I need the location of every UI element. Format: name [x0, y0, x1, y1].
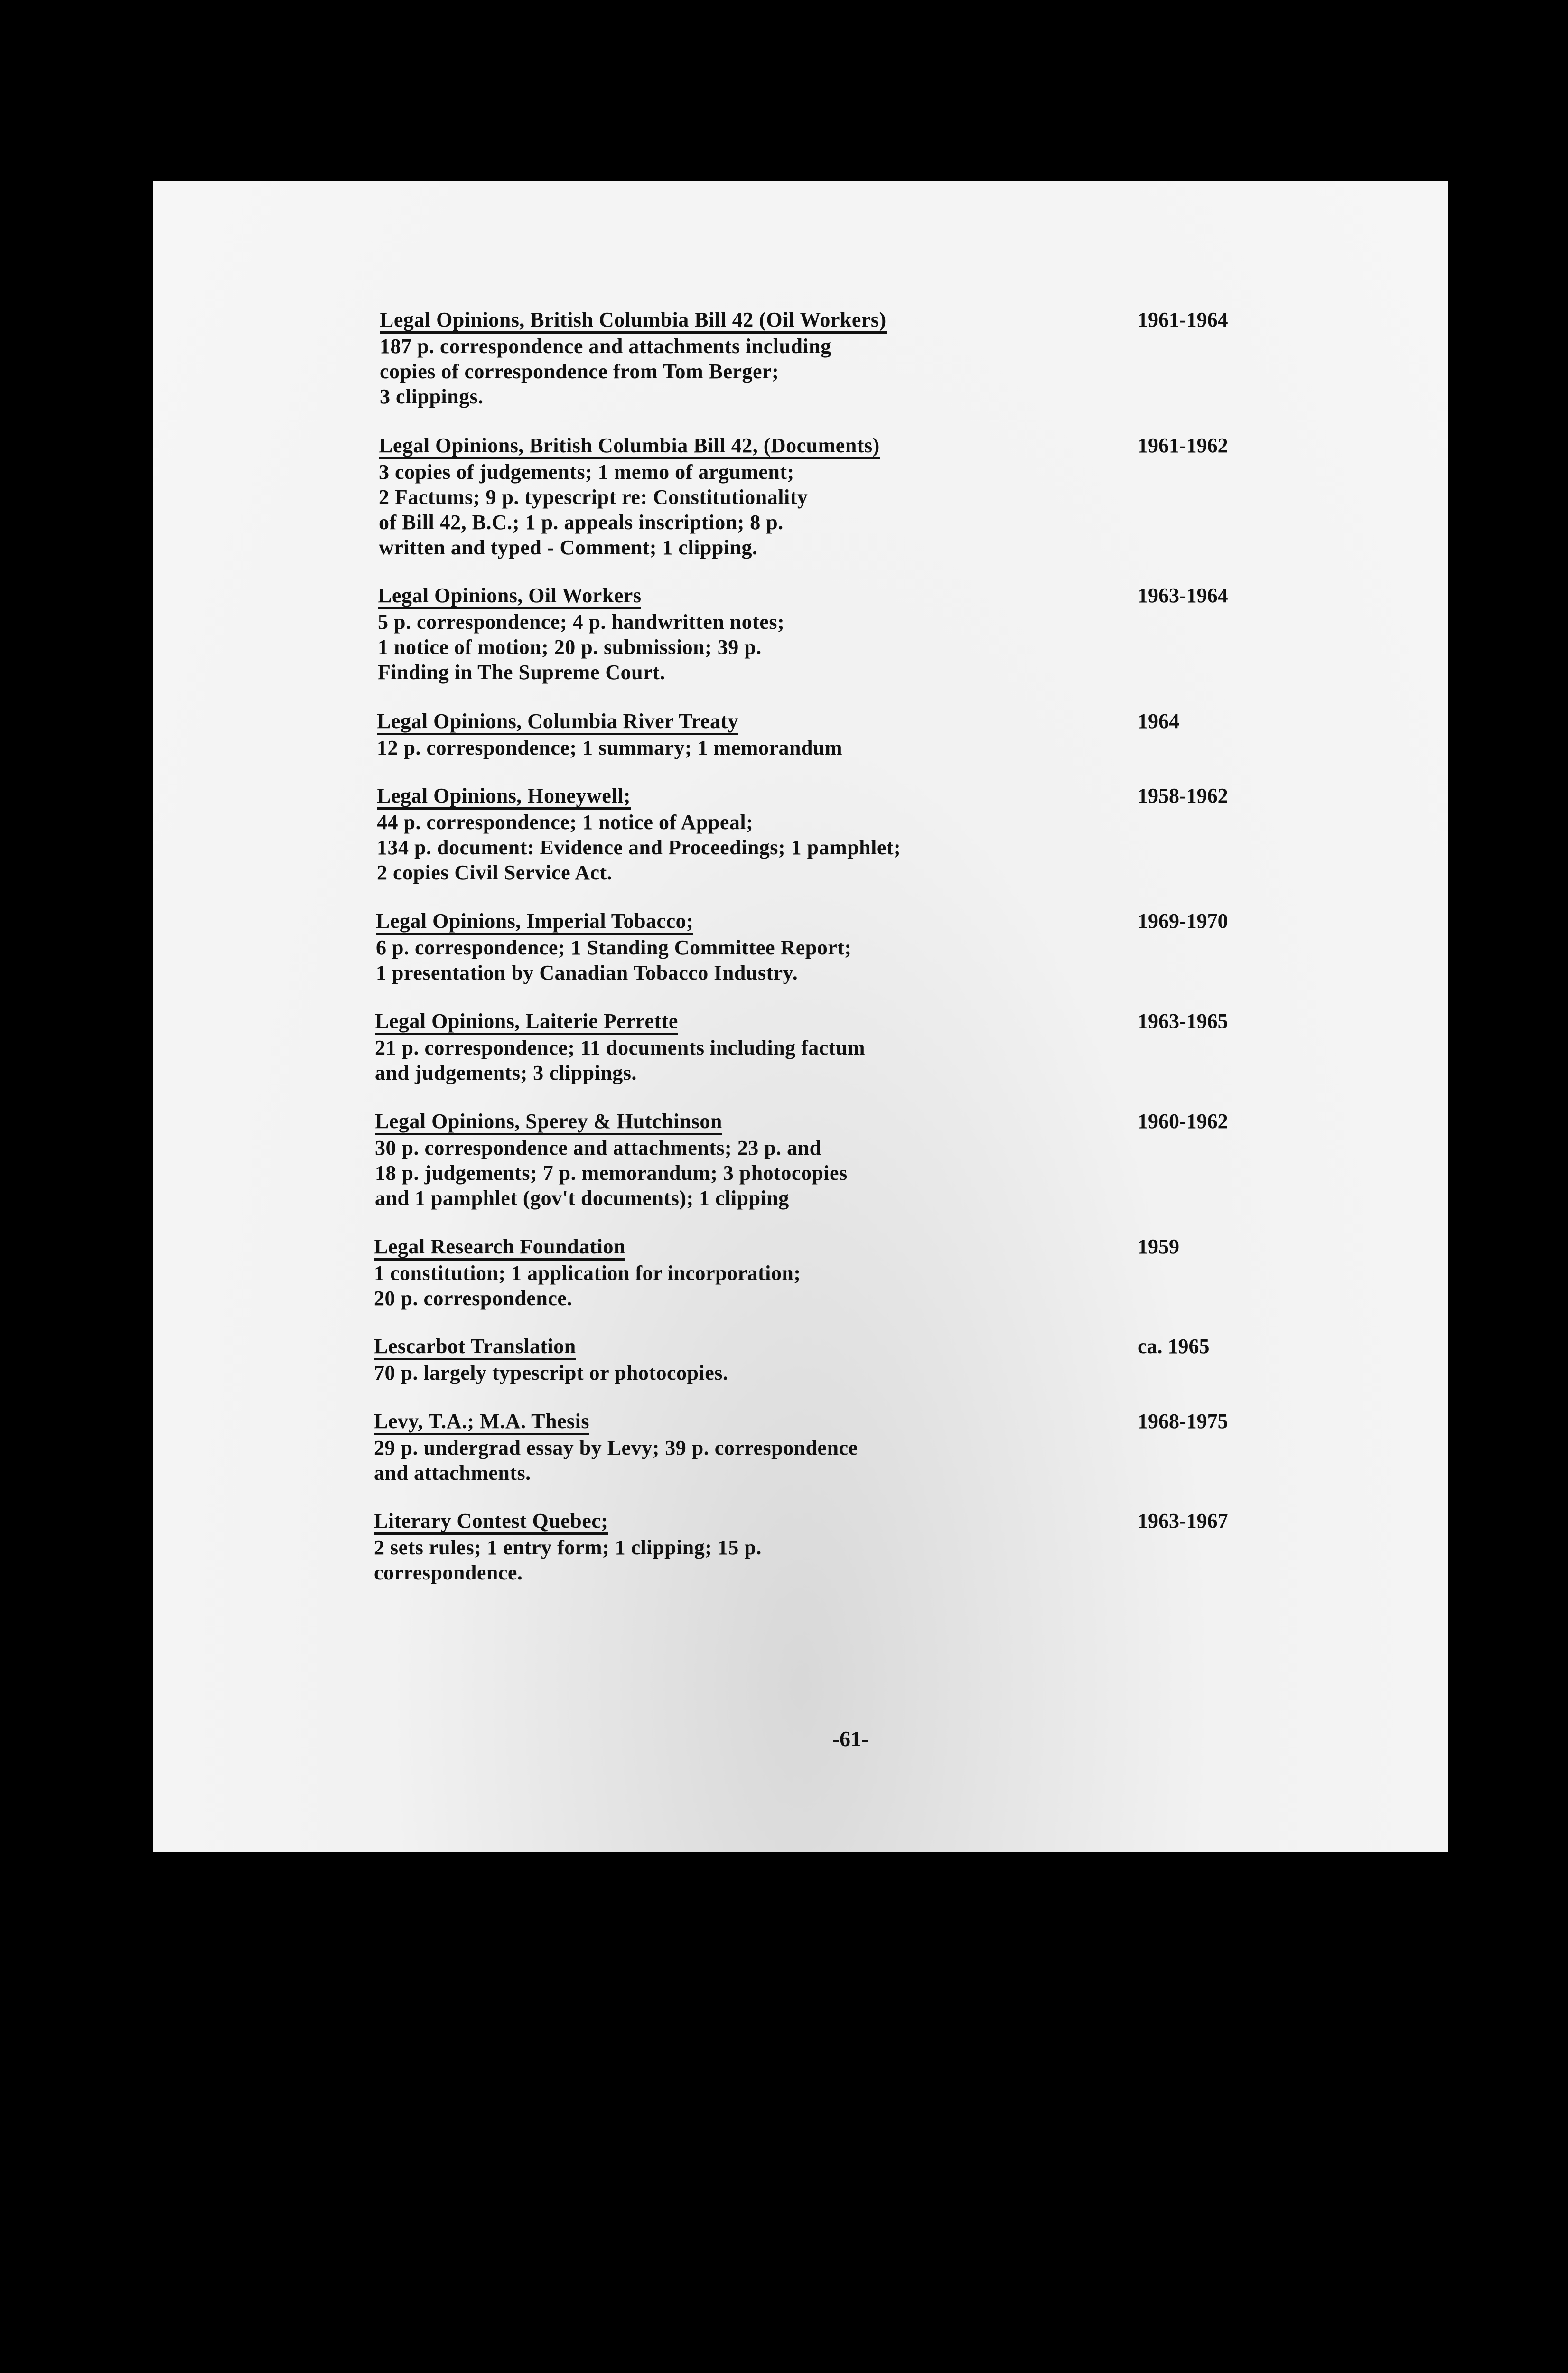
- entry-description: 5 p. correspondence; 4 p. handwritten notes; 1 notice of motion; 20 p. submission; 39 p. Finding in The Supreme Court.: [378, 610, 785, 684]
- entry-date: 1958-1962: [1138, 784, 1228, 807]
- entry-title: Legal Research Foundation: [374, 1235, 625, 1261]
- entry-description: 12 p. correspondence; 1 summary; 1 memorandum: [377, 736, 843, 759]
- entry-title: Literary Contest Quebec;: [374, 1510, 608, 1535]
- entry-title: Levy, T.A.; M.A. Thesis: [374, 1410, 589, 1435]
- entry-date: 1968-1975: [1138, 1410, 1228, 1433]
- entry-date: ca. 1965: [1138, 1335, 1210, 1358]
- entry-title: Legal Opinions, British Columbia Bill 42 (Oil Workers): [380, 308, 887, 334]
- entry-title: Legal Opinions, British Columbia Bill 42, (Documents): [379, 434, 880, 459]
- entry-description: 29 p. undergrad essay by Levy; 39 p. correspondence and attachments.: [374, 1436, 858, 1485]
- entry-title: Legal Opinions, Oil Workers: [378, 584, 641, 609]
- entry-date: 1963-1964: [1138, 584, 1228, 607]
- entry-title: Legal Opinions, Columbia River Treaty: [377, 710, 738, 735]
- entry-title: Legal Opinions, Honeywell;: [377, 785, 631, 810]
- entry-description: 187 p. correspondence and attachments including copies of correspondence from Tom Berger; 3 clippings.: [380, 335, 831, 408]
- entry-description: 70 p. largely typescript or photocopies.: [374, 1361, 728, 1384]
- document-page: [153, 181, 1448, 1852]
- entry-date: 1969-1970: [1138, 909, 1228, 933]
- entry-title: Lescarbot Translation: [374, 1335, 576, 1360]
- entry-description: 3 copies of judgements; 1 memo of argument; 2 Factums; 9 p. typescript re: Constitutionality of Bill 42, B.C.; 1 p. appeals inscription; 8 p. written and typed - Comment; 1 clipping.: [379, 460, 808, 559]
- entry-title: Legal Opinions, Sperey & Hutchinson: [375, 1110, 722, 1135]
- entry-description: 1 constitution; 1 application for incorporation; 20 p. correspondence.: [374, 1261, 801, 1310]
- entry-date: 1961-1962: [1138, 434, 1228, 457]
- entry-title: Legal Opinions, Laiterie Perrette: [375, 1010, 678, 1035]
- entry-description: 2 sets rules; 1 entry form; 1 clipping; 15 p. correspondence.: [374, 1536, 762, 1584]
- entry-date: 1964: [1138, 710, 1179, 733]
- entry-date: 1959: [1138, 1235, 1179, 1258]
- entry-date: 1963-1965: [1138, 1009, 1228, 1033]
- entry-description: 44 p. correspondence; 1 notice of Appeal; 134 p. document: Evidence and Proceedings; 1 pamphlet; 2 copies Civil Service Act.: [377, 811, 901, 884]
- entry-description: 6 p. correspondence; 1 Standing Committee Report; 1 presentation by Canadian Tobacco Industry.: [376, 936, 852, 984]
- page-number: -61-: [832, 1727, 869, 1751]
- entry-date: 1960-1962: [1138, 1110, 1228, 1133]
- entry-date: 1963-1967: [1138, 1509, 1228, 1532]
- entry-date: 1961-1964: [1138, 308, 1228, 331]
- entry-description: 21 p. correspondence; 11 documents including factum and judgements; 3 clippings.: [375, 1036, 866, 1084]
- entry-description: 30 p. correspondence and attachments; 23 p. and 18 p. judgements; 7 p. memorandum; 3 photocopies and 1 pamphlet (gov't documents); 1 clipping: [375, 1136, 848, 1210]
- entry-title: Legal Opinions, Imperial Tobacco;: [376, 910, 693, 935]
